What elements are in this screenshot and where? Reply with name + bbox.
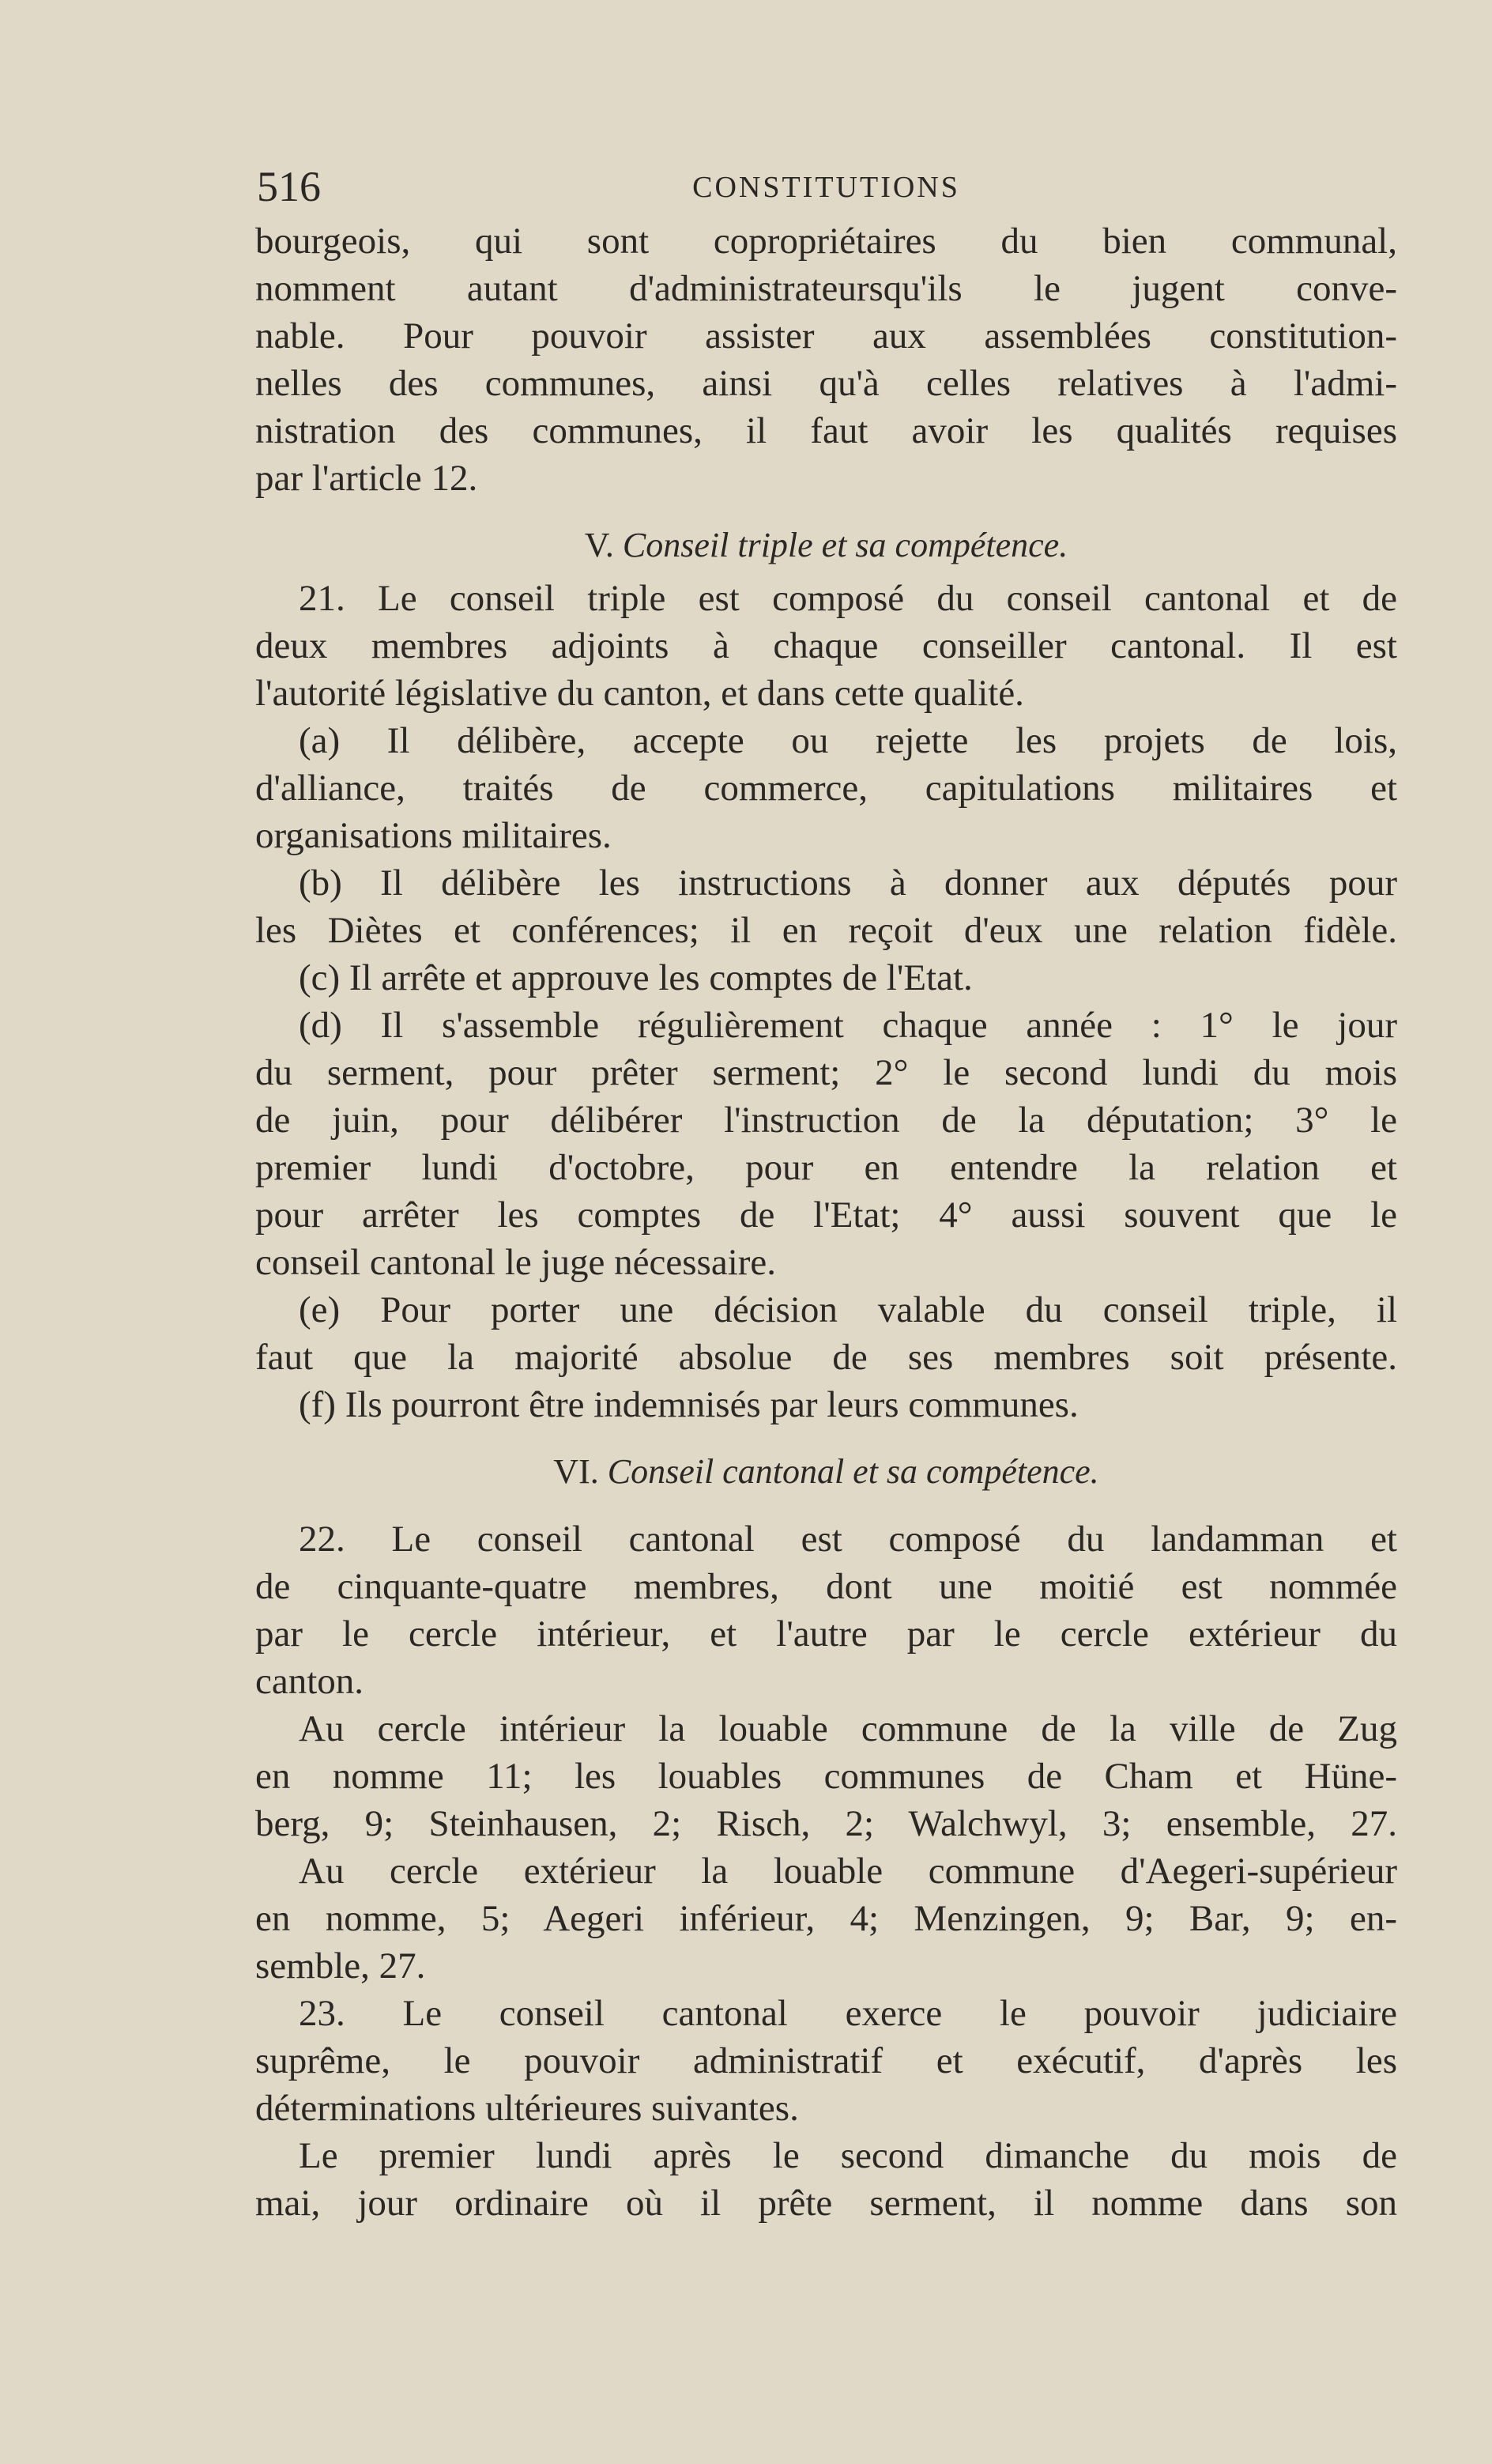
text-line: 22. Le conseil cantonal est composé du landamman et — [299, 1519, 1397, 1560]
text-line: du serment, pour prêter serment; 2° le second lundi du mois — [255, 1052, 1397, 1093]
text-line: (a) Il délibère, accepte ou rejette les projets de lois, — [299, 720, 1397, 761]
running-head — [255, 154, 1397, 217]
text-line: nable. Pour pouvoir assister aux assemblées constitution- — [255, 315, 1397, 357]
text-line: faut que la majorité absolue de ses membres soit présente. — [255, 1337, 1397, 1378]
text-line: mai, jour ordinaire où il prête serment, il nomme dans son — [255, 2183, 1397, 2224]
text-line: premier lundi d'octobre, pour en entendre la relation et — [255, 1147, 1397, 1188]
spacer — [255, 1501, 1397, 1515]
text-line: en nomme 11; les louables communes de Cham et Hüne- — [255, 1756, 1397, 1797]
text-line: (f) Ils pourront être indemnisés par leurs communes. — [299, 1384, 1079, 1425]
text-line: 21. Le conseil triple est composé du conseil cantonal et de — [299, 578, 1397, 619]
text-line: pour arrêter les comptes de l'Etat; 4° aussi souvent que le — [255, 1194, 1397, 1236]
paragraph-block-a — [255, 217, 1397, 502]
text-line: canton. — [255, 1661, 364, 1702]
text-line: conseil cantonal le juge nécessaire. — [255, 1242, 777, 1283]
section-title-vi — [255, 1443, 1397, 1501]
text-line: semble, 27. — [255, 1945, 426, 1987]
text-line: Au cercle extérieur la louable commune d'Aegeri-supérieur — [299, 1851, 1397, 1892]
text-line: les Diètes et conférences; il en reçoit d'eux une relation fidèle. — [255, 910, 1397, 951]
paragraph-block-c — [255, 1515, 1397, 2227]
text-line: (d) Il s'assemble régulièrement chaque année : 1° le jour — [299, 1005, 1397, 1046]
text-line: Le premier lundi après le second dimanche du mois de — [299, 2135, 1397, 2176]
text-line: 23. Le conseil cantonal exerce le pouvoir judiciaire — [299, 1993, 1397, 2034]
text-line: (e) Pour porter une décision valable du conseil triple, il — [299, 1289, 1397, 1330]
section-title-v — [255, 516, 1397, 575]
text-line: Au cercle intérieur la louable commune de la ville de Zug — [299, 1708, 1397, 1749]
spacer — [255, 1428, 1397, 1443]
section-number: VI. — [553, 1452, 599, 1491]
text-line: déterminations ultérieures suivantes. — [255, 2088, 799, 2129]
text-line: (c) Il arrête et approuve les comptes de l'Etat. — [299, 957, 973, 998]
text-line: deux membres adjoints à chaque conseiller cantonal. Il est — [255, 625, 1397, 666]
text-line: de cinquante-quatre membres, dont une moitié est nommée — [255, 1566, 1397, 1607]
text-line: suprême, le pouvoir administratif et exécutif, d'après les — [255, 2040, 1397, 2081]
text-line: organisations militaires. — [255, 815, 612, 856]
text-line: l'autorité législative du canton, et dans cette qualité. — [255, 673, 1024, 714]
paragraph-block-b — [255, 575, 1397, 1428]
text-line: d'alliance, traités de commerce, capitulations militaires et — [255, 768, 1397, 809]
text-line: par le cercle intérieur, et l'autre par le cercle extérieur du — [255, 1613, 1397, 1655]
text-line: berg, 9; Steinhausen, 2; Risch, 2; Walchwyl, 3; ensemble, 27. — [255, 1803, 1397, 1844]
text-line: de juin, pour délibérer l'instruction de la députation; 3° le — [255, 1100, 1397, 1141]
text-line: nistration des communes, il faut avoir les qualités requises — [255, 410, 1397, 451]
section-heading: Conseil cantonal et sa compétence. — [607, 1452, 1099, 1491]
text-line: par l'article 12. — [255, 458, 478, 499]
text-block — [255, 154, 1397, 2227]
text-line: bourgeois, qui sont copropriétaires du bien communal, — [255, 221, 1397, 262]
text-line: nomment autant d'administrateursqu'ils le jugent conve- — [255, 268, 1397, 309]
text-line: en nomme, 5; Aegeri inférieur, 4; Menzingen, 9; Bar, 9; en- — [255, 1898, 1397, 1939]
running-title: CONSTITUTIONS — [692, 171, 960, 204]
section-heading: Conseil triple et sa compétence. — [622, 526, 1068, 564]
spacer — [255, 502, 1397, 516]
page-number: 516 — [257, 163, 321, 210]
section-number: V. — [584, 526, 614, 564]
text-line: nelles des communes, ainsi qu'à celles relatives à l'admi- — [255, 363, 1397, 404]
text-line: (b) Il délibère les instructions à donner aux députés pour — [299, 862, 1397, 904]
